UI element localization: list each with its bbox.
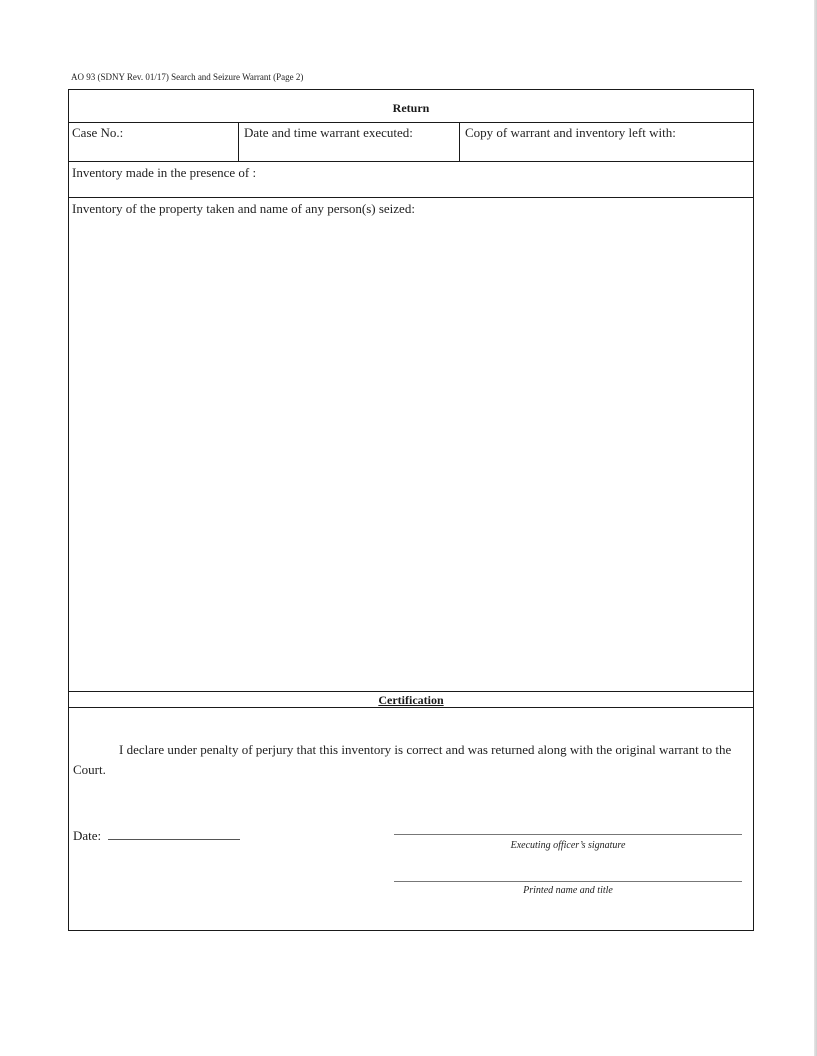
date-label: Date: <box>73 828 102 843</box>
printed-name-line[interactable] <box>394 881 742 882</box>
divider <box>69 161 753 162</box>
certification-declaration: I declare under penalty of perjury that this inventory is correct and was returned along with the original warrant to the Court. <box>73 742 732 777</box>
divider <box>459 122 460 161</box>
signature-caption: Executing officer’s signature <box>510 840 626 851</box>
printed-name-caption: Printed name and title <box>523 885 613 896</box>
date-field-line[interactable] <box>108 839 240 840</box>
divider <box>238 122 239 161</box>
divider <box>69 197 753 198</box>
divider <box>69 122 753 123</box>
certification-title: Certification <box>378 693 444 707</box>
inventory-presence-label: Inventory made in the presence of : <box>72 165 257 180</box>
divider <box>69 691 753 692</box>
date-time-executed-label: Date and time warrant executed: <box>244 125 413 140</box>
case-no-label: Case No.: <box>72 125 124 140</box>
return-form <box>68 89 754 931</box>
divider <box>69 707 753 708</box>
form-id-header: AO 93 (SDNY Rev. 01/17) Search and Seizure Warrant (Page 2) <box>71 72 304 82</box>
copy-left-with-label: Copy of warrant and inventory left with: <box>465 125 676 140</box>
return-title: Return <box>392 101 430 115</box>
signature-line[interactable] <box>394 834 742 835</box>
inventory-property-label: Inventory of the property taken and name of any person(s) seized: <box>72 201 415 216</box>
